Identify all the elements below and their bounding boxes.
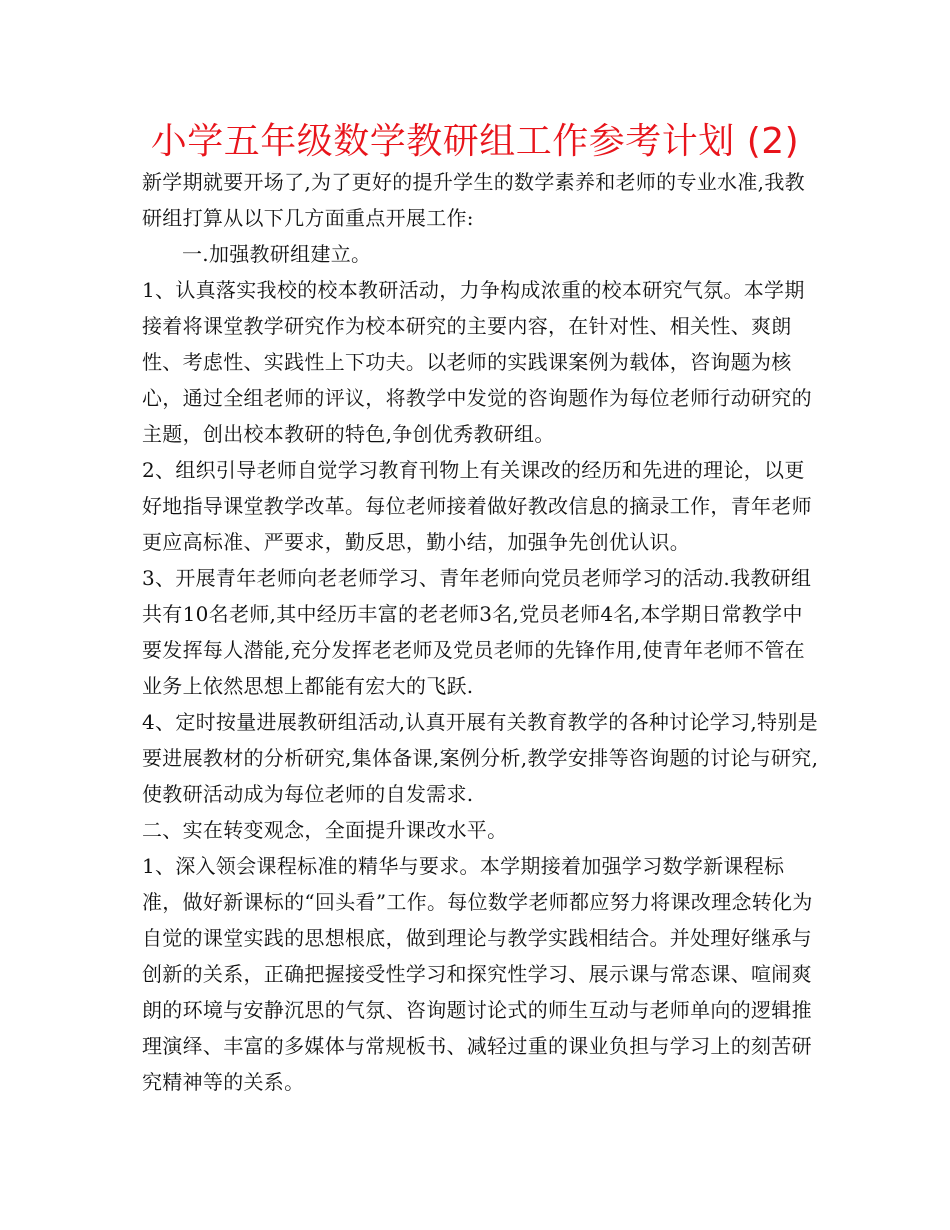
document-title: 小学五年级数学教研组工作参考计划 (2): [150, 121, 800, 162]
section-heading-2: 二、实在转变观念，全面提升课改水平。: [142, 818, 508, 842]
section-1-item-1: 1、认真落实我校的校本教研活动，力争构成浓重的校本研究气氛。本学期接着将课堂教学研究作为校本研究的主要内容，在针对性、相关性、爽朗性、考虑性、实践性上下功夫。以老师的实践课案例为载体，咨询题为核心，通过全组老师的评议，将教学中发觉的咨询题作为每位老师行动研究的主题，创出校本教研的特色,争创优秀教研组。: [142, 278, 812, 446]
section-1-item-3: 3、开展青年老师向老老师学习、青年老师向党员老师学习的活动.我教研组共有10名老师,其中经历丰富的老老师3名,党员老师4名,本学期日常教学中要发挥每人潜能,充分发挥老老师及党员老师的先锋作用,使青年老师不管在业务上依然思想上都能有宏大的飞跃.: [142, 566, 812, 698]
section-2-item-1: 1、深入领会课程标准的精华与要求。本学期接着加强学习数学新课程标准，做好新课标的“回头看”工作。每位数学老师都应努力将课改理念转化为自觉的课堂实践的思想根底，做到理论与教学实践相结合。并处理好继承与创新的关系，正确把握接受性学习和探究性学习、展示课与常态课、喧闹爽朗的环境与安静沉思的气氛、咨询题讨论式的师生互动与老师单向的逻辑推理演绎、丰富的多媒体与常规板书、减轻过重的课业负担与学习上的刻苦研究精神等的关系。: [142, 854, 813, 1094]
section-1-item-4: 4、定时按量进展教研组活动,认真开展有关教育教学的各种讨论学习,特别是要进展教材的分析研究,集体备课,案例分析,教学安排等咨询题的讨论与研究,使教研活动成为每位老师的自发需求.: [142, 710, 819, 806]
section-1-item-2: 2、组织引导老师自觉学习教育刊物上有关课改的经历和先进的理论，以更好地指导课堂教学改革。每位老师接着做好教改信息的摘录工作，青年老师更应高标准、严要求，勤反思，勤小结，加强争先创优认识。: [142, 458, 812, 554]
section-heading-1: 一.加强教研组建立。: [182, 242, 372, 266]
intro-paragraph: 新学期就要开场了,为了更好的提升学生的数学素养和老师的专业水准,我教研组打算从以下几方面重点开展工作:: [142, 170, 805, 230]
document-body: [142, 164, 822, 1100]
